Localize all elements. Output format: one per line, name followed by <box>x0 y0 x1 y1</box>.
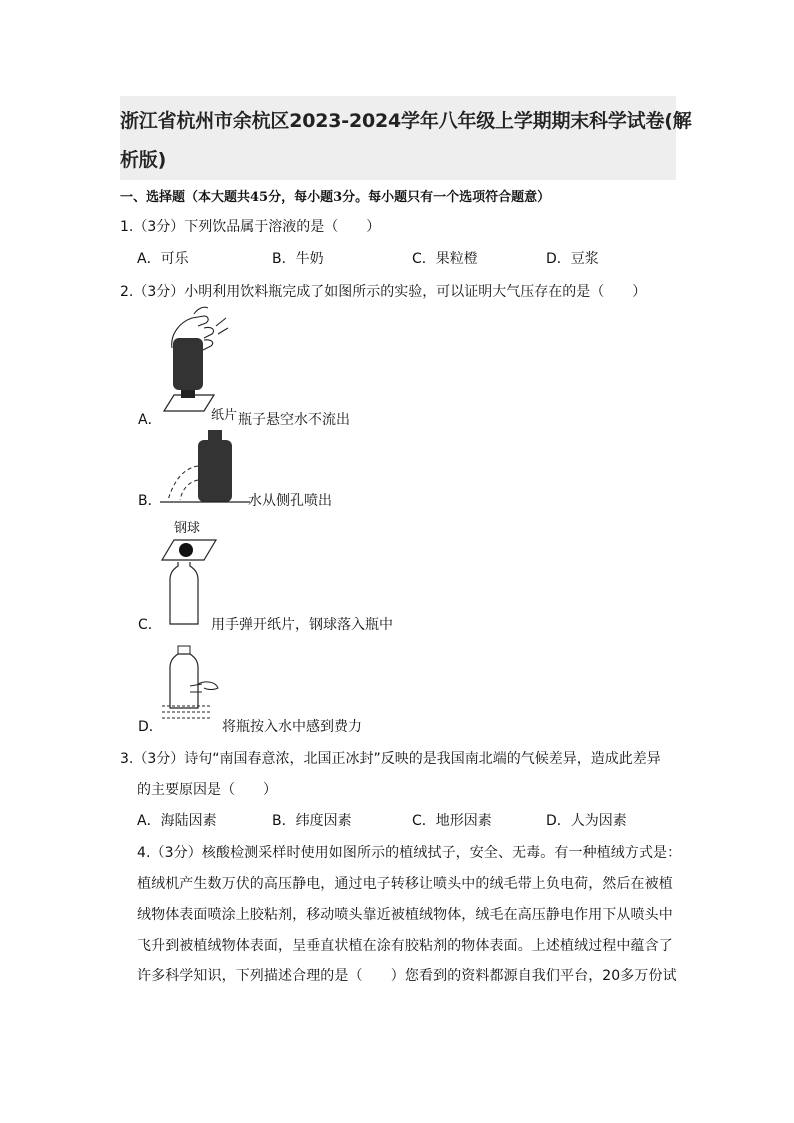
q3-option-c: C．地形因素 <box>412 813 492 829</box>
q2-figure-a-label: A． <box>138 412 162 428</box>
q2-figure-c-label: C． <box>138 617 162 633</box>
question-3-line-1: 3.（3分）诗句“南国春意浓，北国正冰封”反映的是我国南北端的气候差异，造成此差异 <box>120 751 661 767</box>
q2-figure-c-caption: 用手弹开纸片，钢球落入瓶中 <box>211 617 393 633</box>
q1-option-d: D．豆浆 <box>546 251 599 267</box>
q2-figure-d-label: D． <box>138 719 163 735</box>
section-heading: 一、选择题（本大题共45分，每小题3分。每小题只有一个选项符合题意） <box>120 190 551 205</box>
question-4-line-5: 许多科学知识，下列描述合理的是（ ）您看到的资料都源自我们平台，20多万份试 <box>137 968 677 984</box>
figure-a-inverted-bottle <box>160 306 280 416</box>
q2-figure-c-tag: 钢球 <box>174 521 201 536</box>
question-3-line-2: 的主要原因是（ ） <box>137 782 277 798</box>
q2-figure-d-caption: 将瓶按入水中感到费力 <box>222 719 362 735</box>
q3-option-b: B．纬度因素 <box>272 813 352 829</box>
q2-figure-a-caption: 瓶子悬空水不流出 <box>238 412 350 428</box>
page-title-line-2: 析版) <box>120 149 167 171</box>
q3-option-d: D．人为因素 <box>546 813 627 829</box>
q2-figure-b-caption: 水从侧孔喷出 <box>248 493 332 509</box>
question-4-line-1: 4.（3分）核酸检测采样时使用如图所示的植绒拭子，安全、无毒。有一种植绒方式是： <box>137 845 682 861</box>
q1-option-a: A．可乐 <box>137 251 189 267</box>
question-1-stem: 1.（3分）下列饮品属于溶液的是（ ） <box>120 219 381 235</box>
figure-d-bottle-in-water <box>160 644 240 724</box>
q1-option-c: C．果粒橙 <box>412 251 478 267</box>
q1-option-b: B．牛奶 <box>272 251 324 267</box>
page-title-line-1: 浙江省杭州市余杭区2023-2024学年八年级上学期期末科学试卷(解 <box>120 110 692 132</box>
title-banner <box>120 96 692 180</box>
q3-option-a: A．海陆因素 <box>137 813 217 829</box>
question-4-line-4: 飞升到被植绒物体表面，呈垂直状植在涂有胶粘剂的物体表面。上述植绒过程中蕴含了 <box>137 938 673 954</box>
question-4-line-3: 绒物体表面喷涂上胶粘剂，移动喷头靠近被植绒物体，绒毛在高压静电作用下从喷头中 <box>137 907 673 923</box>
question-2-stem: 2.（3分）小明利用饮料瓶完成了如图所示的实验，可以证明大气压存在的是（ ） <box>120 284 647 300</box>
question-4-line-2: 植绒机产生数万伏的高压静电，通过电子转移让喷头中的绒毛带上负电荷，然后在被植 <box>137 876 673 892</box>
q2-figure-a-tag: 纸片 <box>211 408 238 423</box>
q2-figure-b-label: B． <box>138 493 162 509</box>
